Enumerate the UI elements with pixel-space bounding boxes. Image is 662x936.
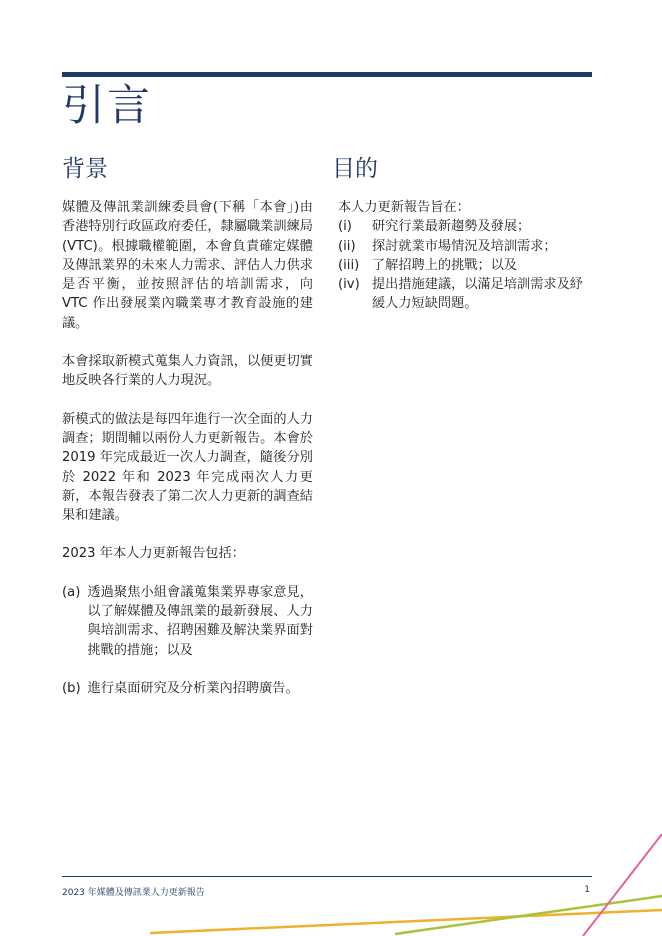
report-item-text: 進行桌面研究及分析業內招聘廣告。 xyxy=(87,680,299,696)
report-item-label: (b) xyxy=(62,680,81,696)
deco-line-orange xyxy=(150,910,662,933)
objective-text: 提出措施建議，以滿足培訓需求及紓緩人力短缺問題。 xyxy=(372,277,583,312)
background-paragraph: 2023 年本人力更新報告包括： xyxy=(62,546,245,562)
objective-text: 研究行業最新趨勢及發展； xyxy=(372,219,531,235)
background-paragraph: 媒體及傳訊業訓練委員會(下稱「本會」)由香港特別行政區政府委任，隸屬職業訓練局 (VTC)。根據職權範圍，本會負責確定媒體及傳訊業界的未來人力需求、評估人力供求是否平衡，並按照評估的培訓需求，向 VTC 作出發展業內職業專才教育設施的建議。 xyxy=(62,200,313,331)
objective-number: (iv) xyxy=(338,277,360,293)
objective-text: 了解招聘上的挑戰；以及 xyxy=(372,257,518,273)
objective-text: 探討就業市場情況及培訓需求； xyxy=(372,238,557,254)
objective-number: (i) xyxy=(338,219,352,235)
report-item-text: 透過聚焦小組會議蒐集業界專家意見，以了解媒體及傳訊業的最新發展、人力與培訓需求、招聘困難及解決業界面對挑戰的措施；以及 xyxy=(87,584,313,658)
page-number: 1 xyxy=(584,885,590,895)
background-paragraph: 本會採取新模式蒐集人力資訊，以便更切實地反映各行業的人力現況。 xyxy=(62,354,313,389)
objectives-heading: 目的 xyxy=(332,156,378,182)
background-paragraph: 新模式的做法是每四年進行一次全面的人力調查；期間輔以兩份人力更新報告。本會於 2019 年完成最近一次人力調查，隨後分別於 2022 年和 2023 年完成兩次人力更新，本報告發表了第二次人力更新的調查結果和建議。 xyxy=(62,411,313,524)
report-item-label: (a) xyxy=(62,584,81,600)
footer-title: 2023 年媒體及傳訊業人力更新報告 xyxy=(62,888,205,898)
deco-line-pink xyxy=(583,834,662,936)
background-heading: 背景 xyxy=(62,156,108,182)
objective-number: (ii) xyxy=(338,238,356,254)
objective-number: (iii) xyxy=(338,257,360,273)
objectives-intro: 本人力更新報告旨在： xyxy=(338,200,470,215)
page-title: 引言 xyxy=(62,81,152,131)
deco-line-green xyxy=(395,896,662,934)
